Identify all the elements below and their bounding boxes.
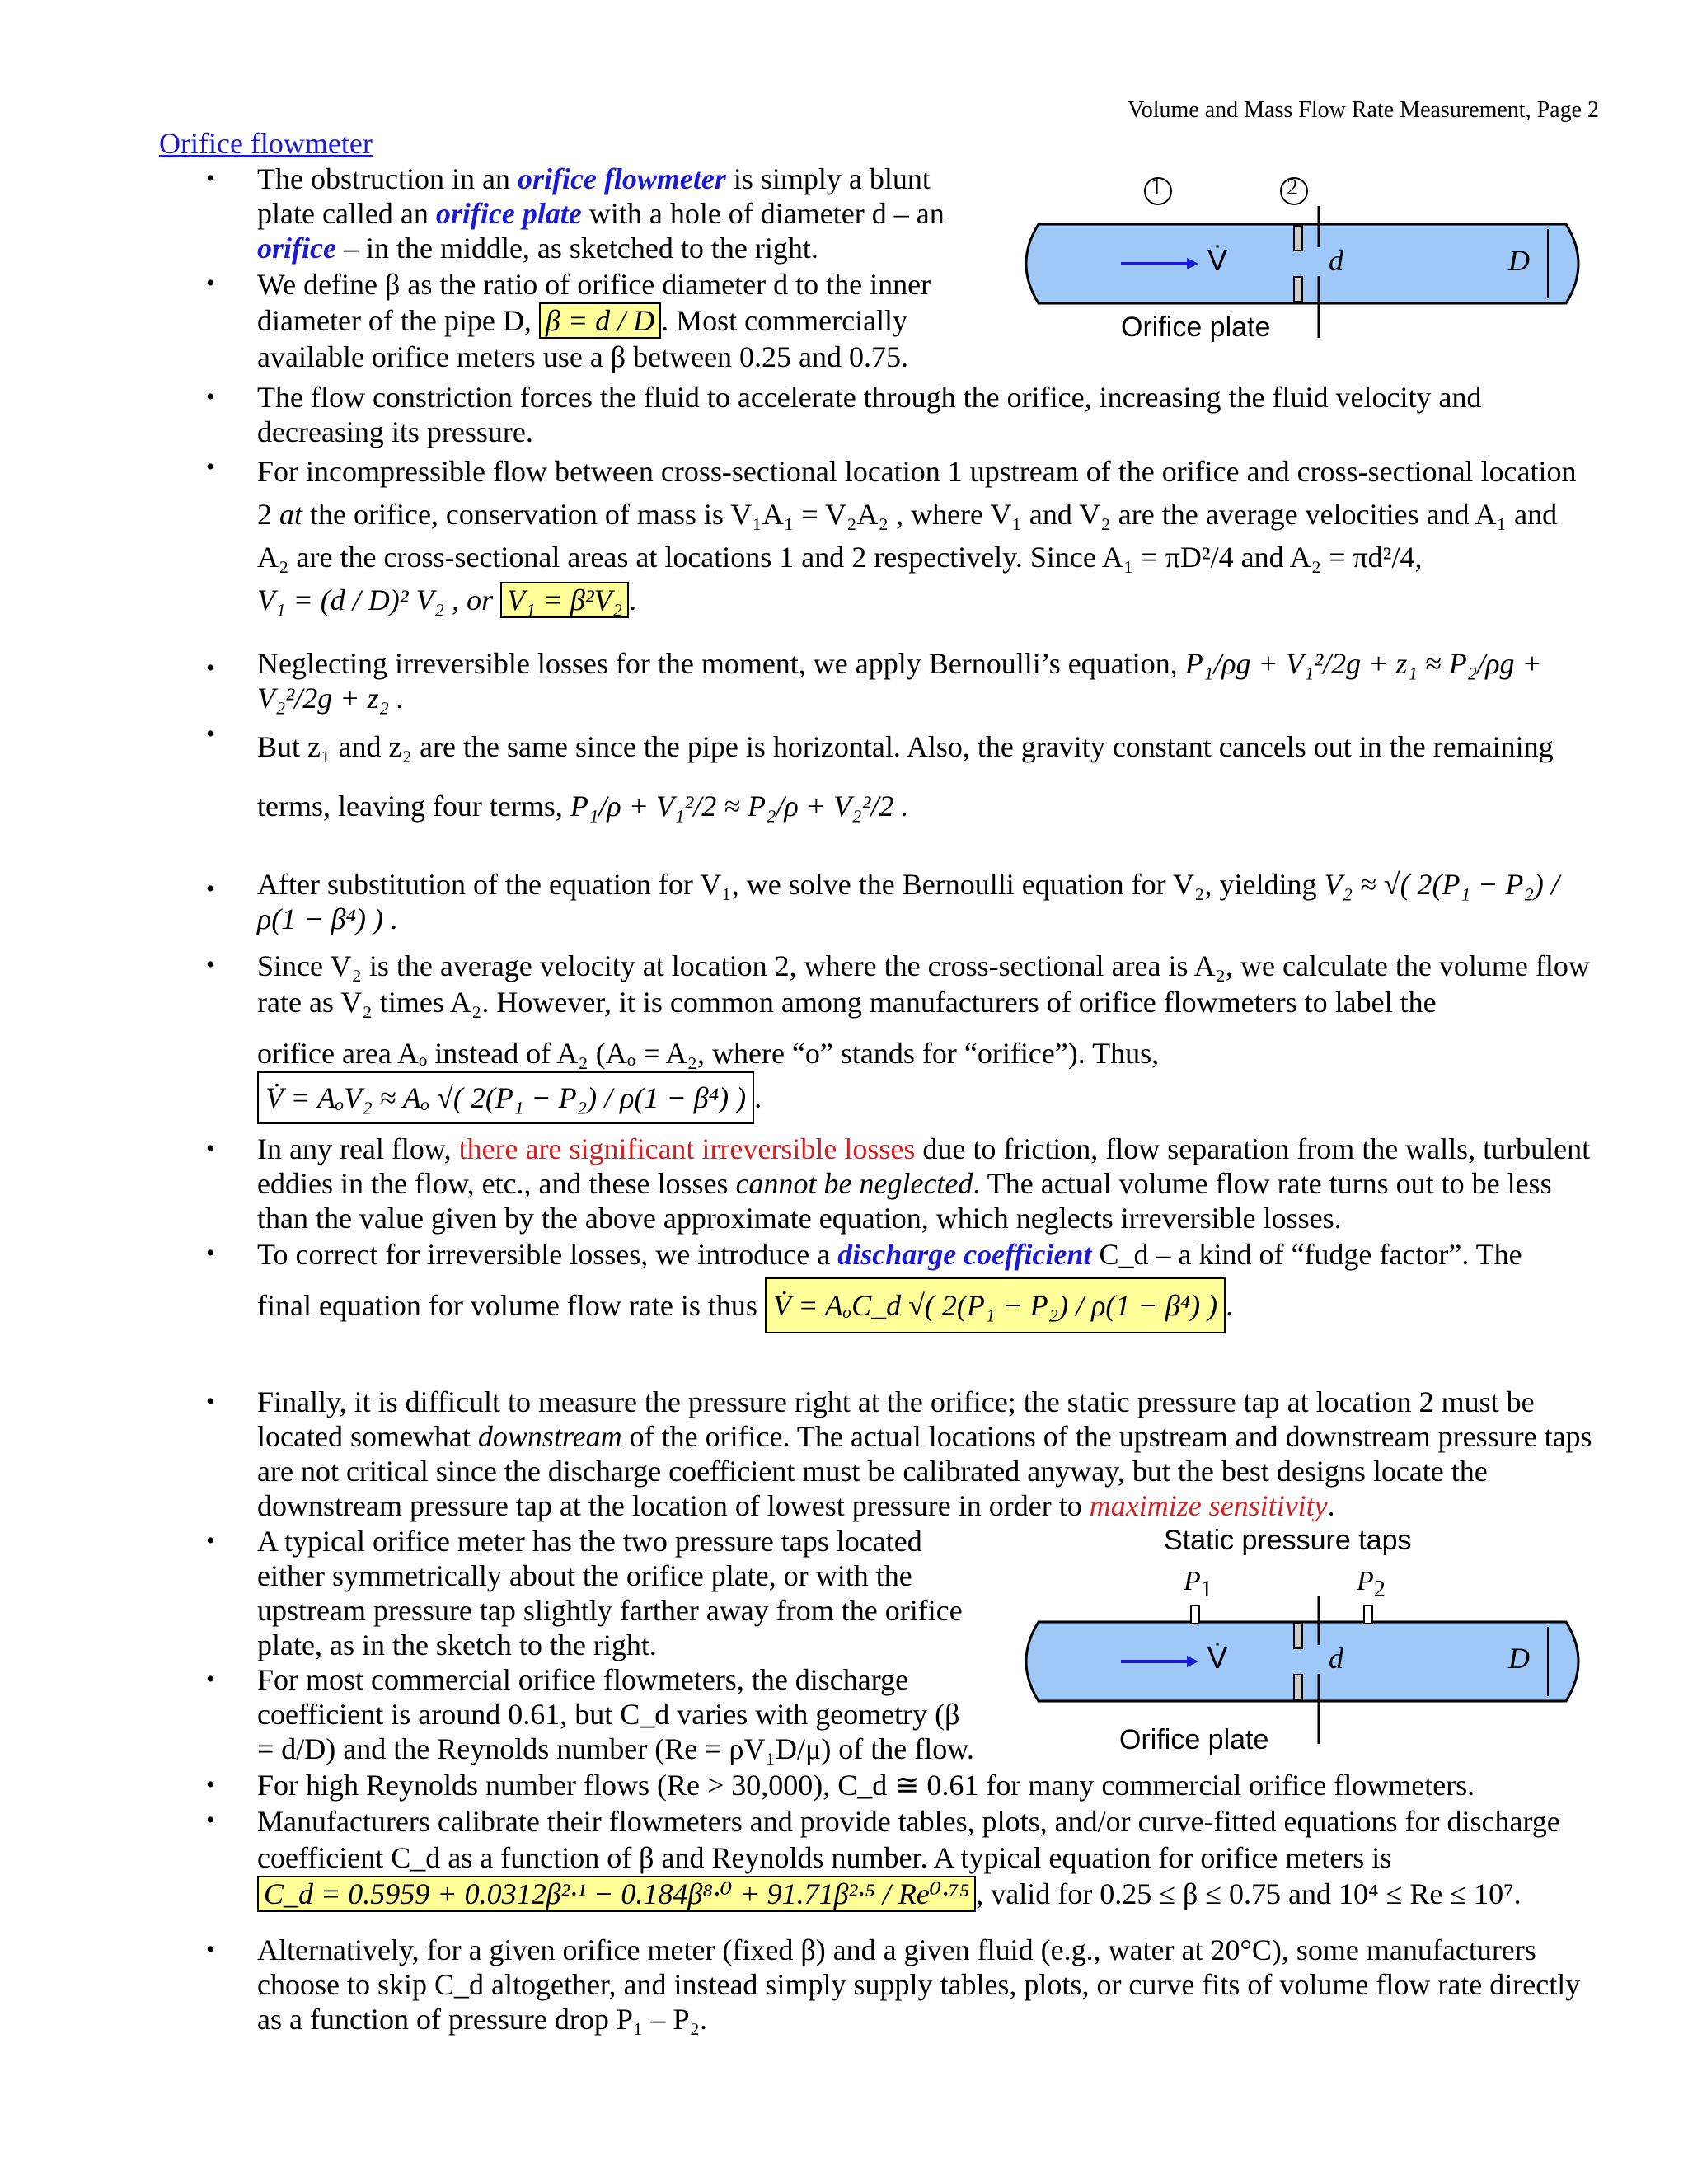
bullet: • xyxy=(206,1936,215,1963)
bullet: • xyxy=(206,1240,215,1267)
bullet: • xyxy=(206,1527,215,1554)
para-orifice-intro: The obstruction in an orifice flowmeter is simply a blunt plate called an orifice plate with a hole of diameter d – an orifice – in the middle, as sketched to the right. xyxy=(257,162,945,265)
para-high-re: For high Reynolds number flows (Re > 30,000), C_d ≅ 0.61 for many commercial orifice flowmeters. xyxy=(257,1769,1475,1802)
pipe-diameter-label: D xyxy=(1508,244,1530,277)
para-cd-commercial: For most commercial orifice flowmeters, the discharge coefficient is around 0.61, but C_d varies with geometry (β = d/D) and the Reynolds number (Re = ρV₁D/μ) of the flow. xyxy=(257,1663,974,1765)
para-discharge-coefficient: To correct for irreversible losses, we introduce a discharge coefficient C_d – a kind of “fudge factor”. The final equation for volume flow rate is thus V̇ = AₒC_d √( 2(P₁ − P₂) / ρ(1 − β⁴) ) . xyxy=(257,1236,1592,1333)
four-term-equation: P₁/ρ + V₁²/2 ≈ P₂/ρ + V₂²/2 . xyxy=(570,790,909,823)
velocity-ratio-equation: V₁ = β²V₂ xyxy=(500,582,629,618)
bullet: • xyxy=(206,951,215,978)
para-four-terms: But z₁ and z₂ are the same since the pipe is horizontal. Also, the gravity constant cancels out in the remaining terms, leaving four terms, P₁/ρ + V₁²/2 ≈ P₂/ρ + V₂²/2 . xyxy=(257,730,1554,823)
velocity-label: V̇ xyxy=(1207,243,1228,277)
orifice-plate-label: Orifice plate xyxy=(1119,1724,1269,1755)
bullet: • xyxy=(206,165,215,192)
para-constriction: The flow constriction forces the fluid to accelerate through the orifice, increasing the fluid velocity and decreasing its pressure. xyxy=(257,381,1482,448)
bullet: • xyxy=(206,875,215,902)
final-flow-equation: V̇ = AₒC_d √( 2(P₁ − P₂) / ρ(1 − β⁴) ) xyxy=(765,1277,1226,1333)
ideal-flow-equation: V̇ = AₒV₂ ≈ Aₒ √( 2(P₁ − P₂) / ρ(1 − β⁴) ) xyxy=(257,1071,754,1124)
bernoulli-equation: P₁/ρg + V₁²/2g + z₁ ≈ P₂/ρg + V₂²/2g + z₂ . xyxy=(257,647,1542,715)
orifice-diameter-label: d xyxy=(1329,1642,1343,1675)
p1-label: $P_1$ xyxy=(1184,1566,1212,1602)
p2-label: $P_2$ xyxy=(1357,1566,1386,1602)
para-pressure-taps: Finally, it is difficult to measure the pressure right at the orifice; the static pressure tap at location 2 must be located somewhat downstream of the orifice. The actual locations of the upstream and downstream pressure taps are not critical since the discharge coefficient must be calibrated anyway, but the best designs locate the downstream pressure tap at the location of lowest pressure in order to maximize sensitivity. xyxy=(257,1385,1592,1522)
para-alternative: Alternatively, for a given orifice meter (fixed β) and a given fluid (e.g., water at 20°C), some manufacturers choose to skip C_d altogether, and instead simply supply tables, plots, or curve fits of volume flow rate directly as a function of pressure drop P₁ – P₂. xyxy=(257,1933,1581,2036)
bullet: • xyxy=(206,720,215,748)
location-1-label: 1 xyxy=(1151,175,1162,200)
orifice-diameter-label: d xyxy=(1329,244,1343,277)
section-title-link[interactable]: Orifice flowmeter xyxy=(159,127,373,160)
location-2-label: 2 xyxy=(1287,175,1298,200)
bullet: • xyxy=(206,1388,215,1415)
pressure-taps-diagram xyxy=(1022,1525,1582,1769)
beta-equation: β = d / D xyxy=(539,302,661,339)
bullet: • xyxy=(206,383,215,410)
bullet: • xyxy=(206,1807,215,1834)
v2-equation: V₂ ≈ √( 2(P₁ − P₂) / ρ(1 − β⁴) ) . xyxy=(257,868,1559,935)
bullet: • xyxy=(206,453,215,480)
para-bernoulli: Neglecting irreversible losses for the moment, we apply Bernoulli’s equation, P₁/ρg + V₁²/2g + z₁ ≈ P₂/ρg + V₂²/2g + z₂ . xyxy=(257,647,1542,715)
bullet: • xyxy=(206,1666,215,1693)
orifice-plate-diagram xyxy=(1022,173,1582,363)
cd-correlation-equation: C_d = 0.5959 + 0.0312β²·¹ − 0.184β⁸·⁰ + 91.71β²·⁵ / Re⁰·⁷⁵ xyxy=(257,1876,976,1912)
velocity-label: V̇ xyxy=(1207,1641,1228,1675)
bullet: • xyxy=(206,1135,215,1162)
para-beta-definition: We define β as the ratio of orifice diameter d to the inner diameter of the pipe D, β = d / D . Most commercially available orifice meters use a β between 0.25 and 0.75. xyxy=(257,268,931,373)
bullet: • xyxy=(206,1771,215,1798)
para-calibration: Manufacturers calibrate their flowmeters and provide tables, plots, and/or curve-fitted equations for discharge coefficient C_d as a function of β and Reynolds number. A typical equation for orifice meters is C_d = 0.5959 + 0.0312β²·¹ − 0.184β⁸·⁰ + 91.71β²·⁵ / Re⁰·⁷⁵ , valid for 0.25 ≤ β ≤ 0.75 and 10⁴ ≤ Re ≤ 10⁷. xyxy=(257,1805,1560,1910)
bullet: • xyxy=(206,654,215,682)
para-irreversible-losses: In any real flow, there are significant irreversible losses due to friction, flow separation from the walls, turbulent eddies in the flow, etc., and these losses cannot be neglected. The actual volume flow rate turns out to be less than the value given by the above approximate equation, which neglects irreversible losses. xyxy=(257,1132,1591,1235)
para-typical-meter: A typical orifice meter has the two pressure taps located either symmetrically about the orifice plate, or with the upstream pressure tap slightly farther away from the orifice plate, as in the sketch to the right. xyxy=(257,1525,963,1661)
orifice-plate-label: Orifice plate xyxy=(1121,312,1271,343)
static-taps-title: Static pressure taps xyxy=(1164,1525,1412,1556)
bullet: • xyxy=(206,269,215,297)
pipe-diameter-label: D xyxy=(1508,1642,1530,1675)
para-volume-flow: Since V₂ is the average velocity at location 2, where the cross-sectional area is A₂, we calculate the volume flow rate as V₂ times A₂. However, it is common among manufacturers of orifice flowmeters to label the orifice area Aₒ instead of A₂ (Aₒ = A₂, where “o” stands for “orifice”). Thus, V̇ = AₒV₂ ≈ Aₒ √( 2(P₁ − P₂) / ρ(1 − β⁴) ) . xyxy=(257,948,1592,1124)
para-conservation-mass: For incompressible flow between cross-sectional location 1 upstream of the orifice and cross-sectional location 2 at the orifice, conservation of mass is V₁A₁ = V₂A₂ , where V₁ and V₂ are the average velocities and A₁ and A₂ are the cross-sectional areas at locations 1 and 2 respectively. Since A₁ = πD²/4 and A₂ = πd²/4, V₁ = (d / D)² V₂ , or V₁ = β²V₂ . xyxy=(257,455,1577,616)
para-v2-solution: After substitution of the equation for V₁, we solve the Bernoulli equation for V₂, yielding V₂ ≈ √( 2(P₁ − P₂) / ρ(1 − β⁴) ) . xyxy=(257,868,1559,935)
page-header: Volume and Mass Flow Rate Measurement, Page 2 xyxy=(1128,97,1599,123)
